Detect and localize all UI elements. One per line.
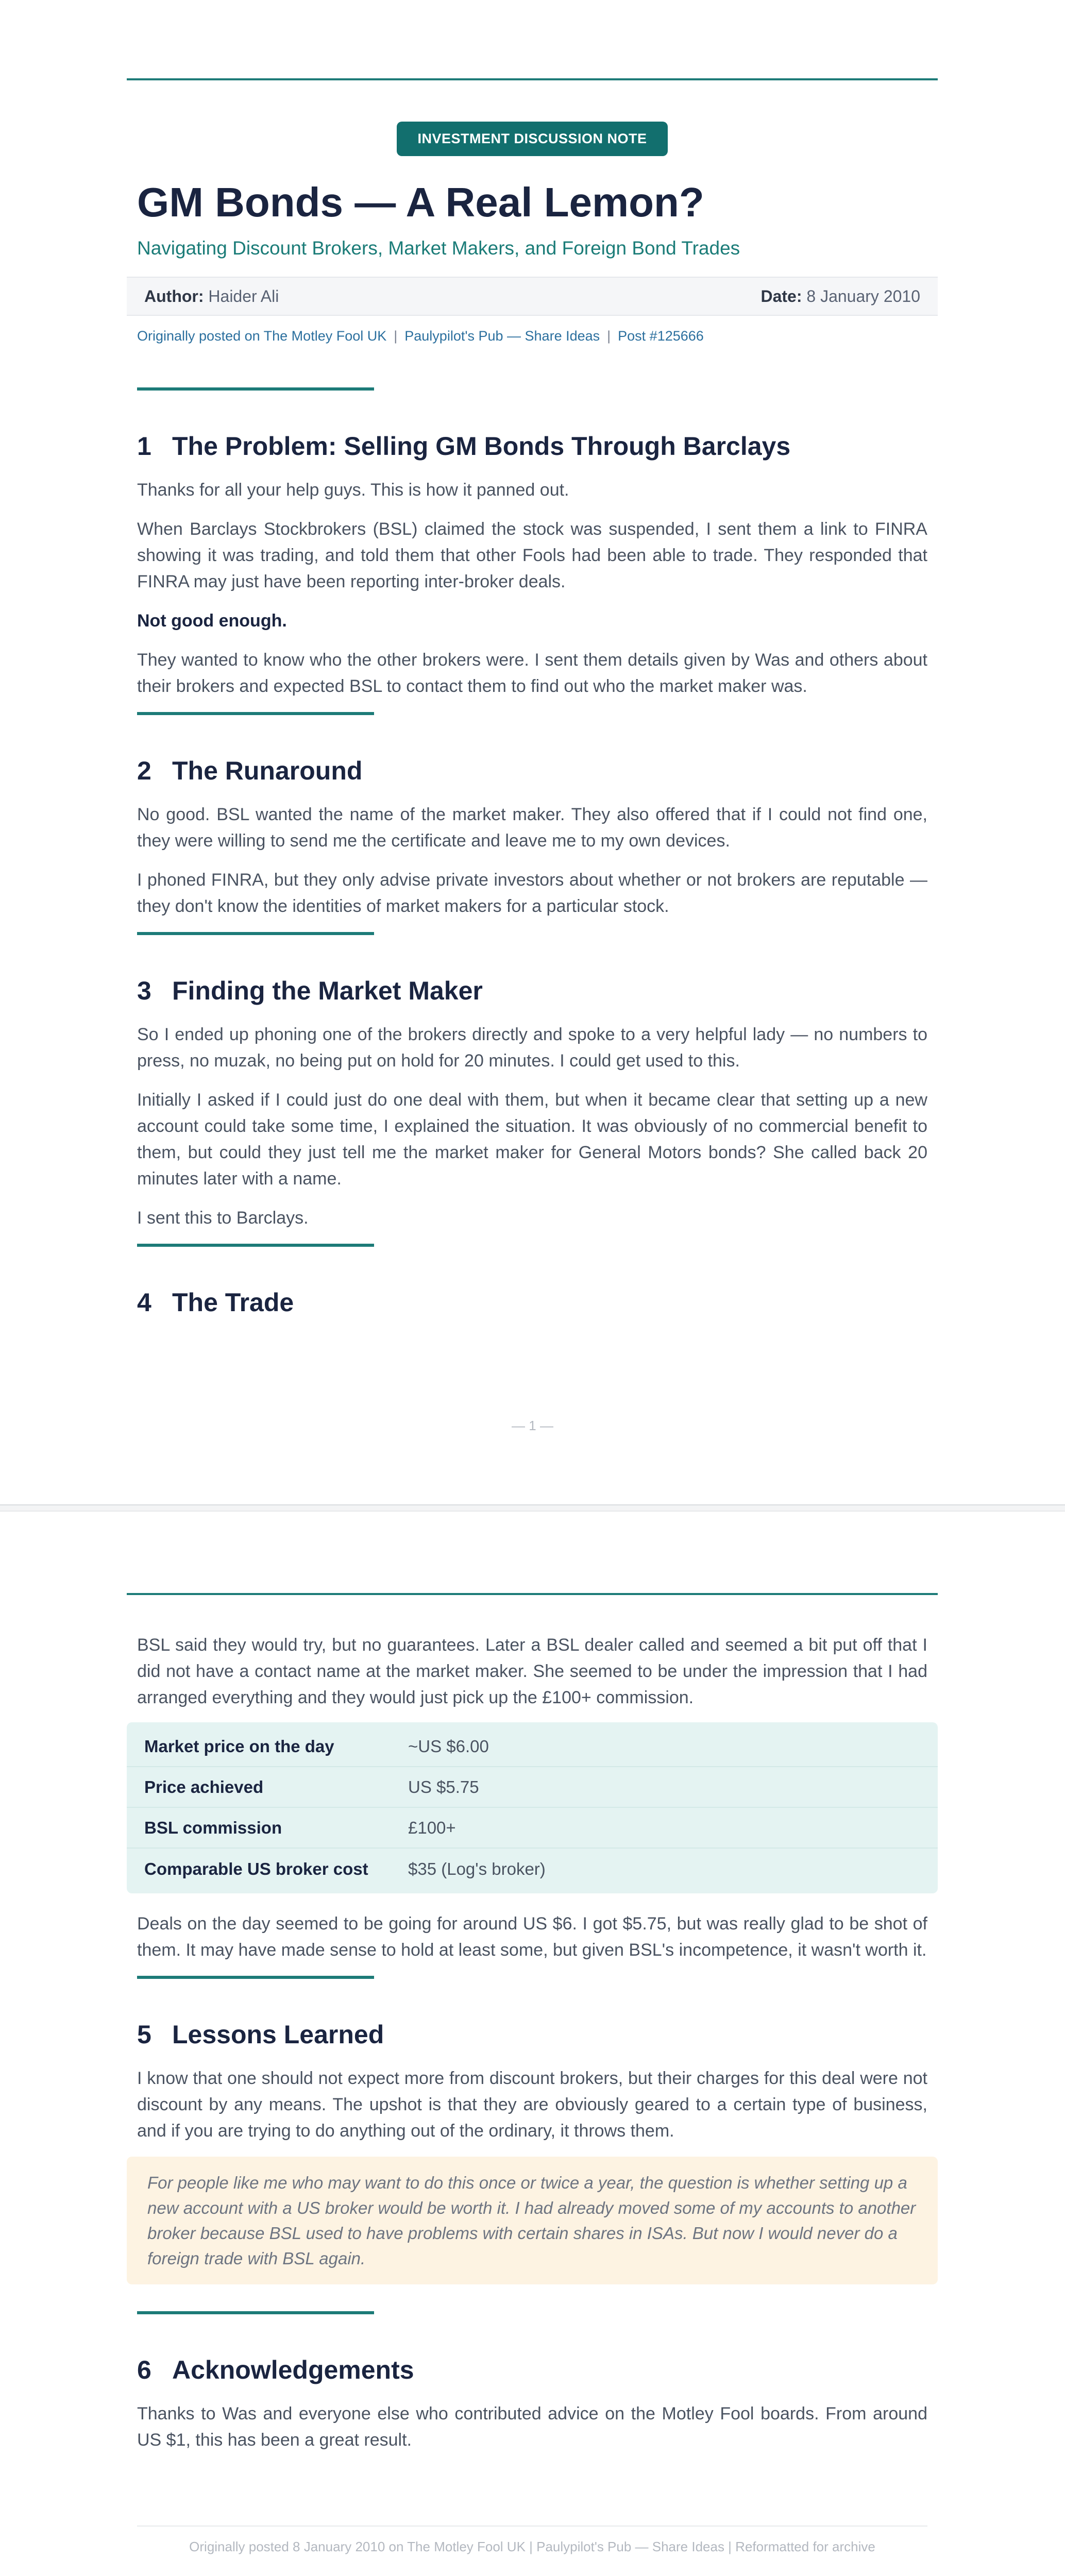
source-board-link[interactable]: Paulypilot's Pub — Share Ideas: [404, 328, 600, 344]
paragraph-emphasis: Not good enough.: [137, 611, 287, 631]
section-divider: [137, 387, 374, 391]
post-date: 8 January 2010: [806, 286, 920, 306]
document-type-badge: INVESTMENT DISCUSSION NOTE: [397, 122, 667, 156]
section-divider: [137, 2311, 374, 2314]
paragraph: Thanks to Was and everyone else who contributed advice on the Motley Fool boards. From around US $1, this has been a great result.: [137, 2404, 927, 2450]
footer-divider: [137, 2526, 927, 2527]
paragraph: I phoned FINRA, but they only advise private investors about whether or not brokers are reputable — they don't know the identities of market makers for a particular stock.: [137, 870, 927, 916]
meta-bar: [127, 277, 938, 316]
table-value: $35 (Log's broker): [408, 1859, 546, 1878]
footer-note: Originally posted 8 January 2010 on The Motley Fool UK | Paulypilot's Pub — Share Ideas | Reformatted for archive: [189, 2539, 875, 2554]
source-site-link[interactable]: The Motley Fool UK: [263, 328, 387, 344]
table-row: [127, 1808, 938, 1849]
section-divider: [137, 932, 374, 935]
table-row: [127, 1726, 938, 1767]
document-title: GM Bonds — A Real Lemon?: [137, 179, 704, 225]
table-value: US $5.75: [408, 1777, 479, 1797]
page-1-content: [137, 122, 927, 1318]
section-divider: [137, 712, 374, 715]
author-meta: Author: Haider Ali: [144, 286, 279, 306]
paragraph: Thanks for all your help guys. This is how it panned out.: [137, 480, 569, 500]
table-label: BSL commission: [144, 1818, 282, 1837]
table-row: [127, 1767, 938, 1808]
section-heading-6: 6 Acknowledgements: [137, 2355, 414, 2384]
paragraph: I know that one should not expect more from discount brokers, but their charges for this deal were not discount by any means. The upshot is that they are obviously geared to a certain type of business, and if you are trying to do anything out of the ordinary, it throws them.: [137, 2069, 927, 2141]
page-break: [0, 1504, 1065, 1512]
section-divider: [137, 1976, 374, 1979]
section-heading-2: 2 The Runaround: [137, 756, 363, 785]
table-label: Market price on the day: [144, 1736, 334, 1756]
page-number: — 1 —: [512, 1418, 553, 1433]
table-value: ~US $6.00: [408, 1736, 489, 1756]
source-line: Originally posted on The Motley Fool UK | Paulypilot's Pub — Share Ideas | Post #125666: [137, 328, 704, 344]
section-heading-1: 1 The Problem: Selling GM Bonds Through Barclays: [137, 432, 791, 461]
paragraph: BSL said they would try, but no guarantees. Later a BSL dealer called and seemed a bit put off that I did not have a contact name at the market maker. She seemed to be under the impression that I had arranged everything and they would just pick up the £100+ commission.: [137, 1635, 927, 1707]
section-heading-3: 3 Finding the Market Maker: [137, 976, 483, 1005]
author-name: Haider Ali: [208, 286, 279, 306]
paragraph: They wanted to know who the other brokers were. I sent them details given by Was and others about their brokers and expected BSL to contact them to find out who the market maker was.: [137, 650, 927, 696]
document-subtitle: Navigating Discount Brokers, Market Makers, and Foreign Bond Trades: [137, 238, 740, 259]
section-heading-5: 5 Lessons Learned: [137, 2020, 384, 2049]
section-heading-4: 4 The Trade: [137, 1288, 294, 1317]
table-row: [127, 1849, 938, 1889]
trade-summary-table: [127, 1722, 938, 1893]
paragraph: No good. BSL wanted the name of the market maker. They also offered that if I could not find one, they were willing to send me the certificate and leave me to my own devices.: [137, 805, 927, 851]
paragraph: Initially I asked if I could just do one deal with them, but when it became clear that setting up a new account could take some time, I explained the situation. It was obviously of no commercial benefit to them, but could they just tell me the market maker for General Motors bonds? She called back 20 minutes later with a name.: [137, 1090, 927, 1189]
top-rule: [127, 78, 938, 80]
quote-callout: For people like me who may want to do this once or twice a year, the question is whether setting up a new account with a US broker would be worth it. I had already moved some of my accounts to another broker because BSL used to have problems with certain shares in ISAs. But now I would never do a foreign trade with BSL again.: [127, 2157, 938, 2284]
section-divider: [137, 1244, 374, 1247]
paragraph: Deals on the day seemed to be going for around US $6. I got $5.75, but was really glad to be shot of them. It may have made sense to hold at least some, but given BSL's incompetence, it wasn't worth it.: [137, 1914, 927, 1960]
paragraph: I sent this to Barclays.: [137, 1208, 309, 1228]
paragraph: So I ended up phoning one of the brokers directly and spoke to a very helpful lady — no numbers to press, no muzak, no being put on hold for 20 minutes. I could get used to this.: [137, 1025, 927, 1071]
top-rule: [127, 1593, 938, 1595]
table-label: Comparable US broker cost: [144, 1859, 368, 1878]
table-value: £100+: [408, 1818, 456, 1837]
source-post-link[interactable]: Post #125666: [618, 328, 704, 344]
paragraph: When Barclays Stockbrokers (BSL) claimed the stock was suspended, I sent them a link to FINRA showing it was trading, and told them that other Fools had been able to trade. They responded that FINRA may just have been reporting inter-broker deals.: [137, 519, 927, 591]
page-2: [0, 1512, 1065, 2576]
date-meta: Date: 8 January 2010: [760, 286, 920, 306]
table-label: Price achieved: [144, 1777, 264, 1797]
page-2-content: [137, 1632, 927, 2555]
